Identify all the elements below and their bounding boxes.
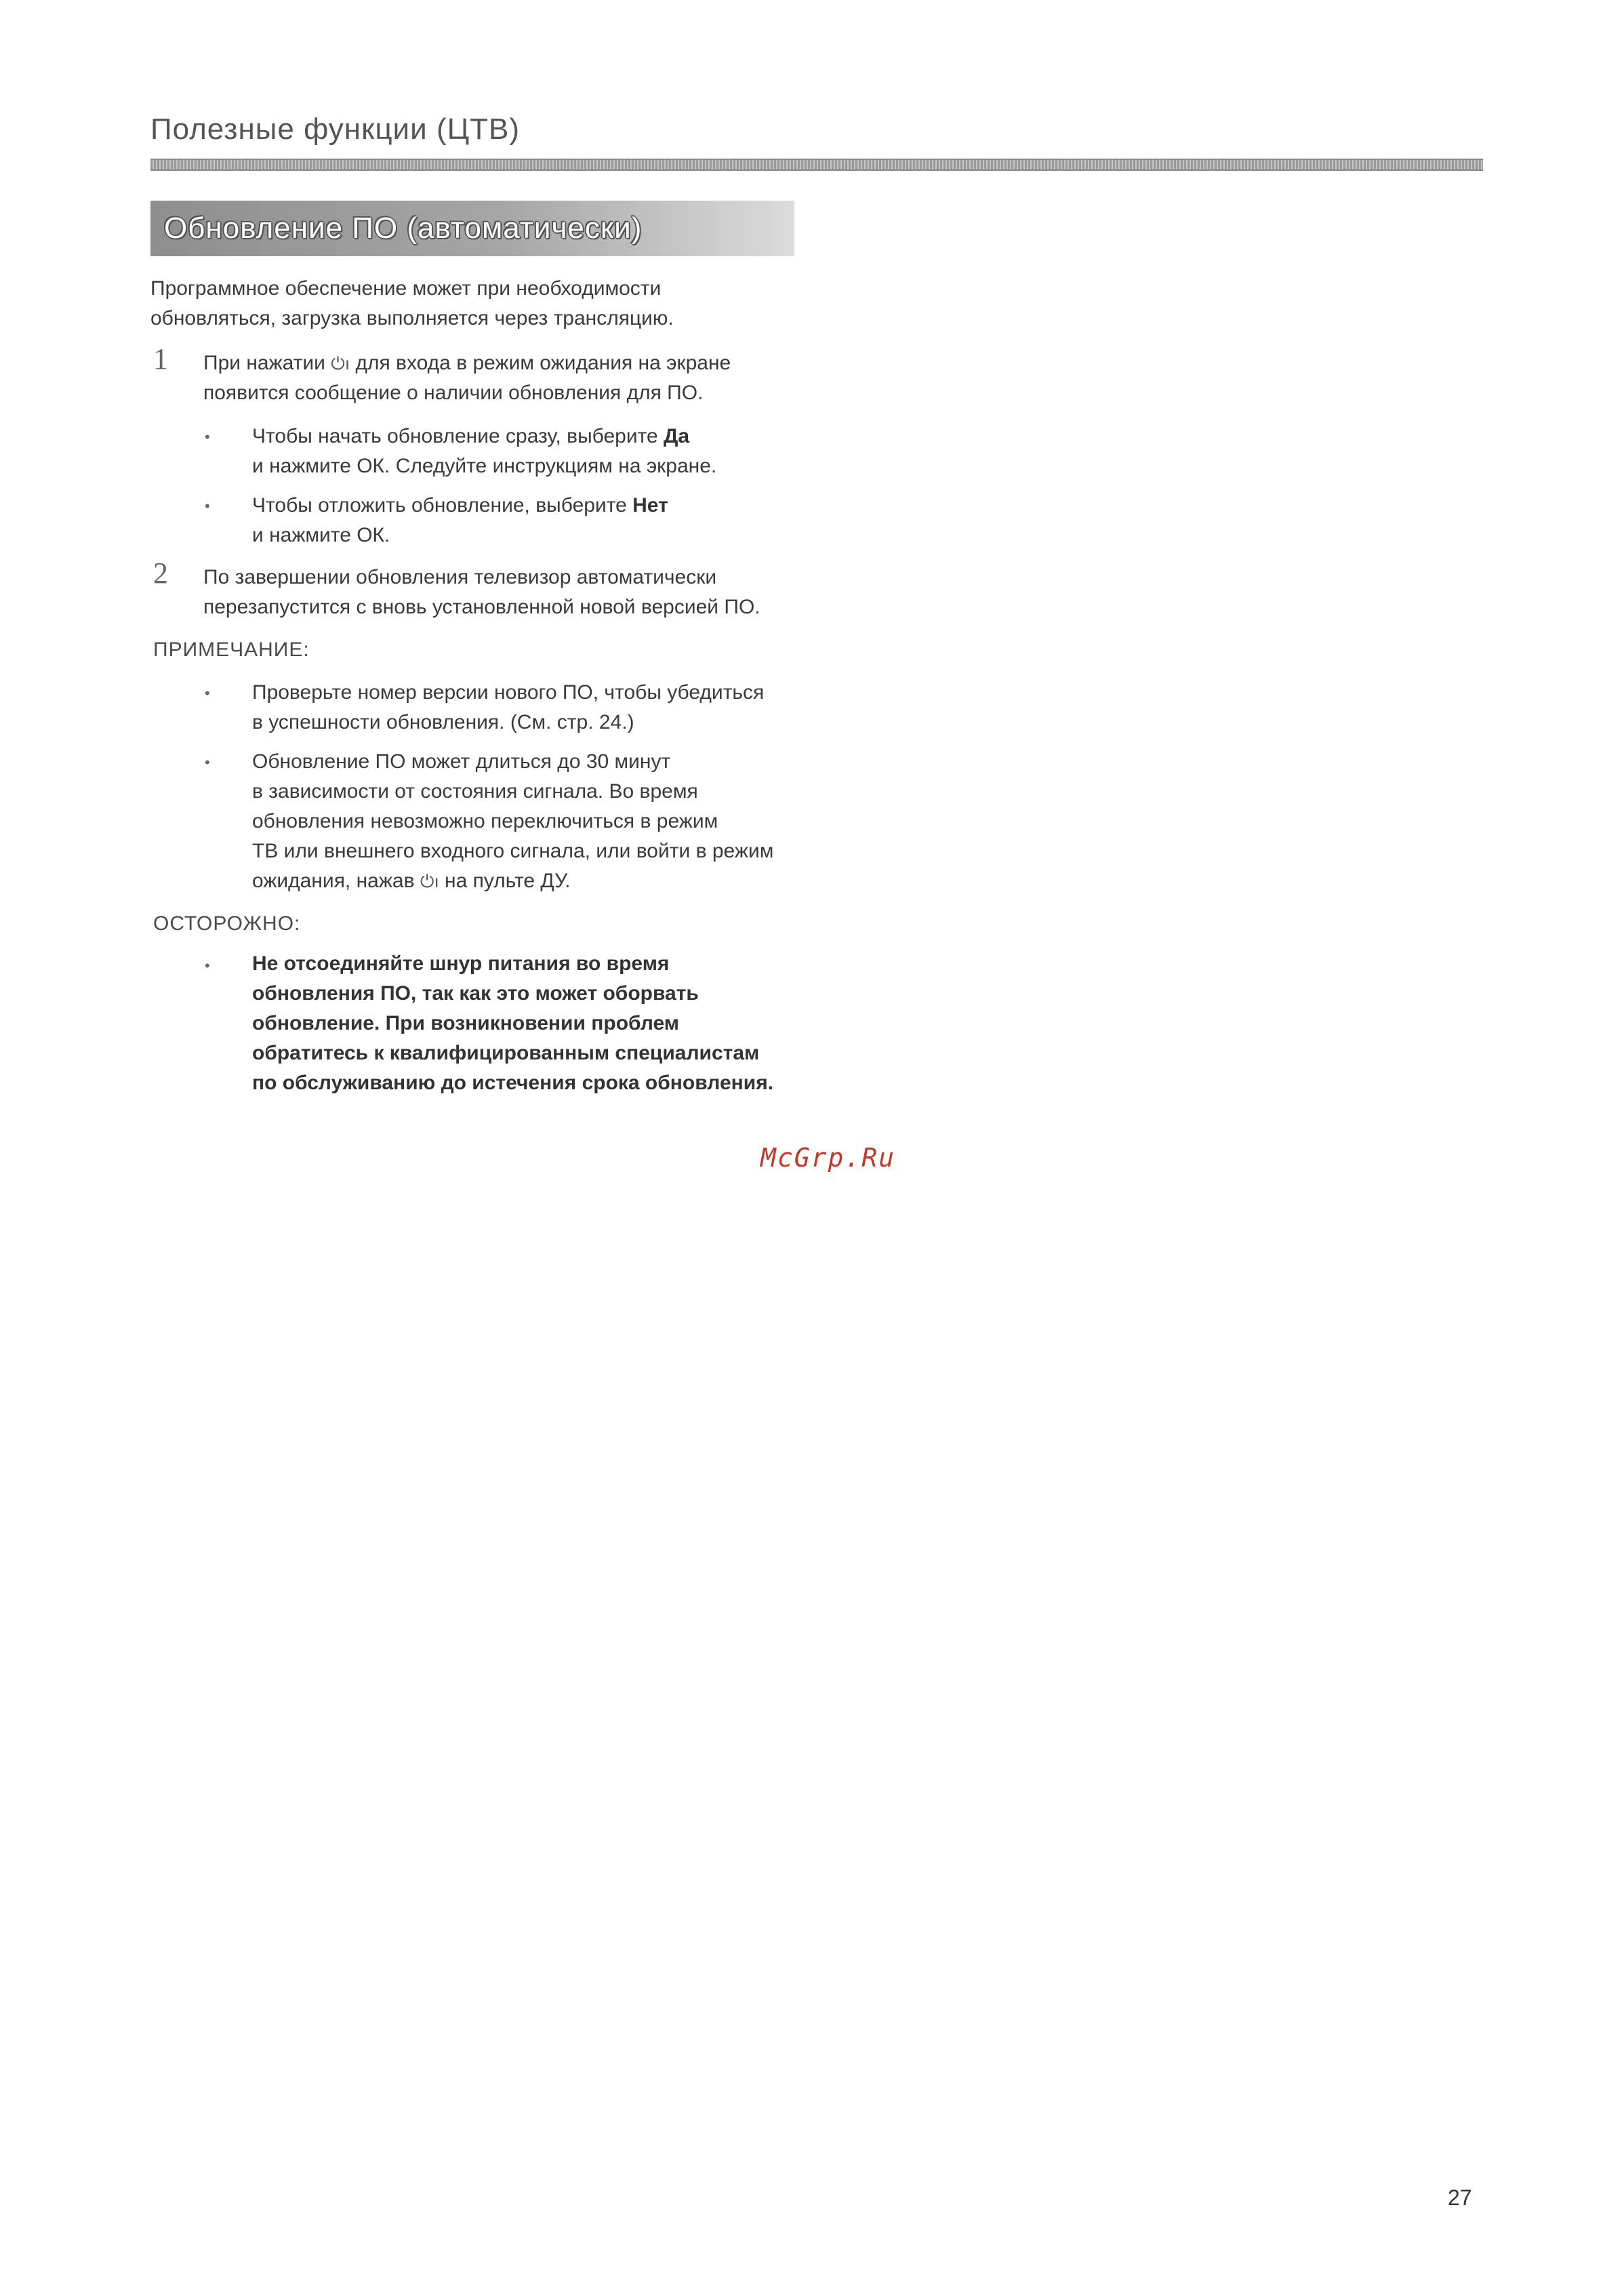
option-no: Нет [632, 494, 668, 517]
step-line: перезапустится с вновь установленной новой версией ПО. [203, 596, 760, 618]
bullet-icon: • [205, 498, 210, 514]
bullet-icon: • [205, 685, 210, 702]
page-title: Полезные функции (ЦТВ) [150, 113, 521, 146]
step-number: 2 [153, 557, 168, 590]
power-icon: ⏻ [331, 353, 345, 373]
step-number: 1 [153, 342, 168, 376]
bullet-text: Чтобы начать обновление сразу, выберите [252, 425, 658, 447]
watermark-link[interactable]: McGrp.Ru [760, 1143, 896, 1173]
note-line [252, 866, 571, 896]
intro-line: обновляться, загрузка выполняется через трансляцию. [150, 307, 674, 329]
bullet-icon: • [205, 957, 210, 974]
note-line: обновления невозможно переключиться в режим [252, 810, 718, 832]
step-line [203, 348, 731, 378]
page-number: 27 [1448, 2185, 1472, 2210]
section-title: Обновление ПО (автоматически) [164, 211, 643, 245]
power-icon: ⏻ [420, 871, 434, 891]
divider-glyph: ı [434, 871, 439, 891]
bullet-line [252, 491, 668, 521]
bullet-line: и нажмите ОК. Следуйте инструкциям на экране. [252, 455, 717, 477]
note-text: ожидания, нажав [252, 870, 415, 892]
bullet-icon: • [205, 754, 210, 771]
bullet-icon: • [205, 428, 210, 445]
bullet-line [252, 422, 689, 451]
caution-heading: ОСТОРОЖНО: [153, 912, 301, 935]
intro-line: Программное обеспечение может при необходимости [150, 277, 662, 300]
note-text: на пульте ДУ. [445, 870, 571, 892]
step-text: При нажатии [203, 352, 325, 374]
bullet-text: Чтобы отложить обновление, выберите [252, 494, 627, 517]
option-yes: Да [664, 425, 690, 447]
note-line: ТВ или внешнего входного сигнала, или войти в режим [252, 840, 774, 862]
caution-line: Не отсоединяйте шнур питания во время [252, 952, 670, 975]
note-line: Проверьте номер версии нового ПО, чтобы убедиться [252, 681, 765, 704]
note-heading: ПРИМЕЧАНИЕ: [153, 639, 310, 661]
note-line: Обновление ПО может длиться до 30 минут [252, 750, 671, 773]
header-rule [150, 159, 1483, 171]
note-line: в зависимости от состояния сигнала. Во время [252, 780, 698, 803]
caution-line: по обслуживанию до истечения срока обновления. [252, 1072, 774, 1094]
note-line: в успешности обновления. (См. стр. 24.) [252, 711, 634, 733]
caution-line: обратитесь к квалифицированным специалистам [252, 1042, 760, 1064]
step-text: для входа в режим ожидания на экране [355, 352, 731, 374]
step-line: появится сообщение о наличии обновления для ПО. [203, 382, 704, 404]
caution-line: обновления ПО, так как это может оборвать [252, 982, 699, 1005]
caution-line: обновление. При возникновении проблем [252, 1012, 679, 1034]
step-line: По завершении обновления телевизор автоматически [203, 566, 717, 588]
bullet-line: и нажмите ОК. [252, 524, 390, 546]
divider-glyph: ı [344, 353, 350, 373]
